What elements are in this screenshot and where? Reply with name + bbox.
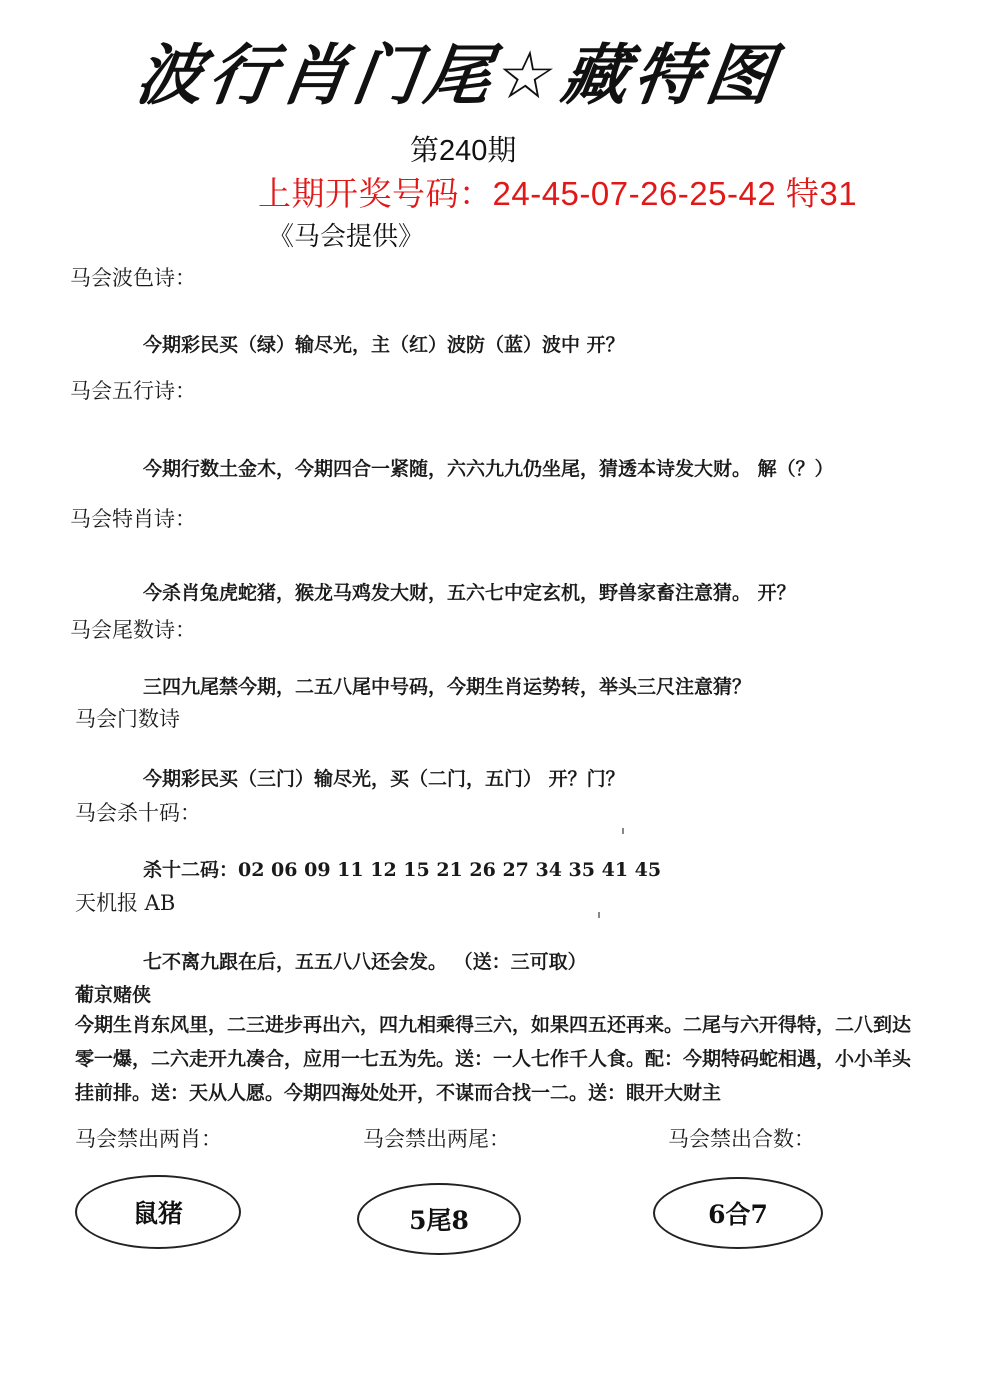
section-text-tail-poem: 三四九尾禁今期，二五八尾中号码，今期生肖运势转，举头三尺注意猜？	[143, 676, 752, 698]
section-text-kill-numbers: 杀十二码：02 06 09 11 12 15 21 26 27 34 35 41 45	[143, 859, 662, 881]
scan-speck	[622, 828, 624, 834]
section-text-gate-poem: 今期彩民买（三门）输尽光，买（二门，五门） 开？门？	[143, 768, 625, 790]
forbidden-sum-label: 马会禁出合数：	[668, 1127, 815, 1151]
forbidden-sum-value: 6合7	[708, 1200, 768, 1229]
section-text-zodiac-poem: 今杀肖兔虎蛇猪，猴龙马鸡发大财，五六七中定玄机，野兽家畜注意猜。 开？	[143, 582, 796, 604]
issue-number: 第240期	[410, 135, 517, 167]
page-title: 波行肖门尾☆藏特图	[131, 37, 784, 114]
forbidden-zodiac-oval	[75, 1175, 241, 1249]
section-label-kill-numbers: 马会杀十码：	[75, 801, 201, 825]
forbidden-tail-oval	[357, 1183, 521, 1255]
forbidden-sum-oval	[653, 1177, 823, 1249]
forbidden-zodiac-label: 马会禁出两肖：	[75, 1127, 222, 1151]
forbidden-tail-value: 5尾8	[409, 1206, 469, 1235]
section-label-zodiac-poem: 马会特肖诗：	[70, 507, 196, 531]
forbidden-tail-label: 马会禁出两尾：	[363, 1127, 510, 1151]
section-label-tail-poem: 马会尾数诗：	[70, 618, 196, 642]
puzhou-paragraph: 今期生肖东风里，二三进步再出六，四九相乘得三六，如果四五还再来。二尾与六开得特，二八到达零一爆，二六走开九凑合，应用一七五为先。送：一人七作千人食。配：今期特码蛇相遇，小小羊头挂前排。送：天从人愿。今期四海处处开，不谋而合找一二。送：眼开大财主	[75, 1014, 912, 1104]
section-label-tianji: 天机报 AB	[75, 891, 176, 915]
section-text-color-poem: 今期彩民买（绿）输尽光，主（红）波防（蓝）波中 开？	[143, 334, 625, 356]
section-label-color-poem: 马会波色诗：	[70, 266, 196, 290]
scan-speck	[598, 912, 600, 918]
section-label-gate-poem: 马会门数诗	[75, 707, 180, 731]
last-draw-numbers: 上期开奖号码：24-45-07-26-25-42 特31	[258, 175, 858, 212]
section-label-element-poem: 马会五行诗：	[70, 379, 196, 403]
section-text-tianji: 七不离九跟在后，五五八八还会发。 （送：三可取）	[143, 951, 587, 973]
section-text-element-poem: 今期行数土金木，今期四合一紧随，六六九九仍坐尾，猜透本诗发大财。 解（？）	[143, 458, 834, 480]
provided-by: 《马会提供》	[268, 221, 425, 251]
forbidden-zodiac-value: 鼠猪	[132, 1199, 183, 1228]
puzhou-label: 葡京赌侠	[75, 984, 152, 1006]
